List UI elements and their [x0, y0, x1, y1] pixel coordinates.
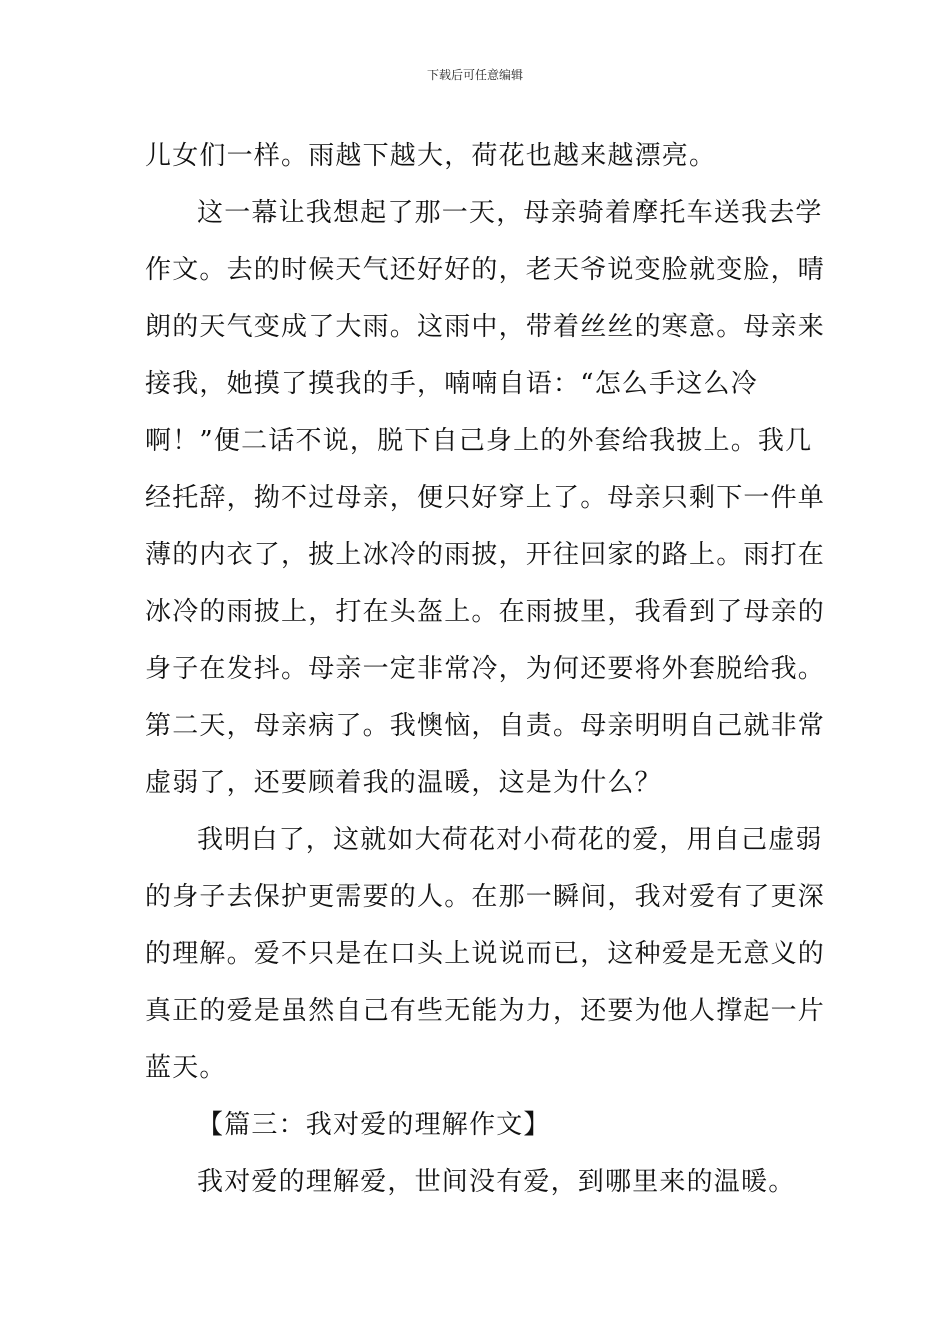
text-line: 的身子去保护更需要的人。在那一瞬间，我对爱有了更深	[145, 882, 826, 912]
text-line: 我明白了，这就如大荷花对小荷花的爱，用自己虚弱	[197, 825, 823, 855]
text-line: 作文。去的时候天气还好好的，老天爷说变脸就变脸，晴	[145, 255, 826, 285]
text-line: 第二天，母亲病了。我懊恼，自责。母亲明明自己就非常	[145, 711, 826, 741]
text-line: 真正的爱是虽然自己有些无能为力，还要为他人撑起一片	[145, 996, 826, 1026]
text-line: 啊！”便二话不说，脱下自己身上的外套给我披上。我几	[145, 426, 813, 456]
text-line: 的理解。爱不只是在口头上说说而已，这种爱是无意义的	[145, 939, 826, 969]
page-header: 下载后可任意编辑	[426, 68, 523, 82]
text-line: 蓝天。	[145, 1053, 227, 1083]
text-line: 薄的内衣了，披上冰冷的雨披，开往回家的路上。雨打在	[145, 540, 826, 570]
text-line: 经托辞，拗不过母亲，便只好穿上了。母亲只剩下一件单	[145, 483, 826, 513]
body-text	[145, 128, 826, 1211]
text-line: 接我，她摸了摸我的手，喃喃自语：“怎么手这么冷	[145, 369, 758, 399]
text-line: 儿女们一样。雨越下越大，荷花也越来越漂亮。	[145, 141, 717, 171]
text-line: 我对爱的理解爱，世间没有爱，到哪里来的温暖。	[197, 1167, 796, 1197]
text-line: 虚弱了，还要顾着我的温暖，这是为什么？	[145, 768, 662, 798]
text-line: 朗的天气变成了大雨。这雨中，带着丝丝的寒意。母亲来	[145, 312, 826, 342]
text-line: 身子在发抖。母亲一定非常冷，为何还要将外套脱给我。	[145, 654, 826, 684]
section-heading: 【篇三：我对爱的理解作文】	[197, 1110, 551, 1140]
text-line: 这一幕让我想起了那一天，母亲骑着摩托车送我去学	[197, 198, 823, 228]
text-line: 冰冷的雨披上，打在头盔上。在雨披里，我看到了母亲的	[145, 597, 826, 627]
